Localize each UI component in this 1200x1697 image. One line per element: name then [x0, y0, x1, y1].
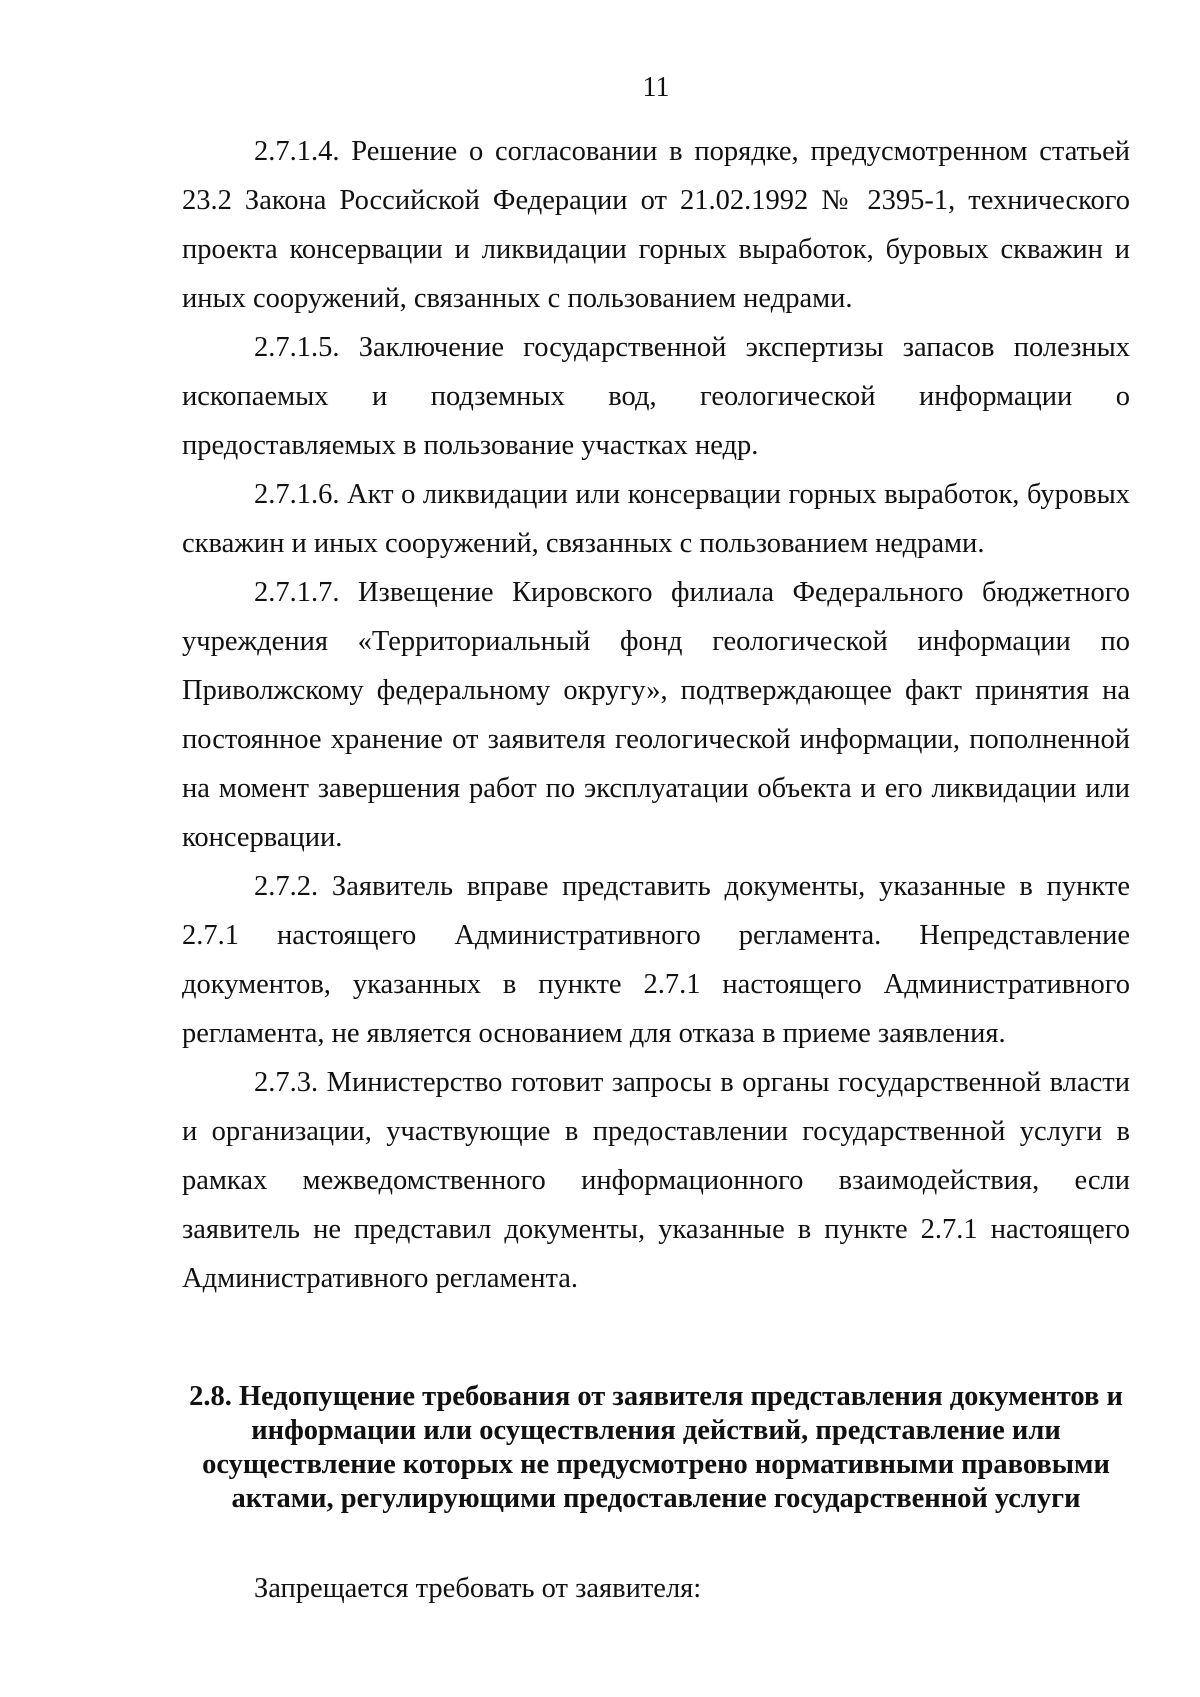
section-heading-2-8 [182, 1380, 1130, 1516]
final-paragraph: Запрещается требовать от заявителя: [254, 1573, 702, 1604]
paragraph-2-7-1-5: 2.7.1.5. Заключение государственной экспертизы запасов полезных ископаемых и подземных вод, геологической информации о предоставляемых в пользование участках недр. [182, 332, 1130, 461]
heading-line: актами, регулирующими предоставление государственной услуги [231, 1483, 1081, 1514]
paragraph-2-7-1-7: 2.7.1.7. Извещение Кировского филиала Федерального бюджетного учреждения «Территориальный фонд геологической информации по Приволжскому федеральному округу», подтверждающее факт принятия на постоянное хранение от заявителя геологической информации, пополненной на момент завершения работ по эксплуатации объекта и его ликвидации или консервации. [182, 577, 1130, 853]
paragraph-2-7-1-6: 2.7.1.6. Акт о ликвидации или консервации горных выработок, буровых скважин и иных сооружений, связанных с пользованием недрами. [182, 479, 1130, 559]
heading-line: осуществление которых не предусмотрено нормативными правовыми [202, 1449, 1110, 1480]
heading-line: 2.8. Недопущение требования от заявителя представления документов и [189, 1381, 1123, 1412]
heading-line: информации или осуществления действий, представление или [251, 1415, 1061, 1446]
paragraph-2-7-2: 2.7.2. Заявитель вправе представить документы, указанные в пункте 2.7.1 настоящего Административного регламента. Непредставление документов, указанных в пункте 2.7.1 настоящего Административного регламента, не является основанием для отказа в приеме заявления. [182, 871, 1130, 1049]
page-number: 11 [642, 72, 670, 103]
document-body [182, 127, 1130, 1613]
paragraph-2-7-1-4: 2.7.1.4. Решение о согласовании в порядке, предусмотренном статьей 23.2 Закона Российской Федерации от 21.02.1992 № 2395-1, технического проекта консервации и ликвидации горных выработок, буровых скважин и иных сооружений, связанных с пользованием недрами. [182, 136, 1130, 314]
paragraph-2-7-3: 2.7.3. Министерство готовит запросы в органы государственной власти и организации, участвующие в предоставлении государственной услуги в рамках межведомственного информационного взаимодействия, если заявитель не представил документы, указанные в пункте 2.7.1 настоящего Административного регламента. [182, 1067, 1130, 1294]
